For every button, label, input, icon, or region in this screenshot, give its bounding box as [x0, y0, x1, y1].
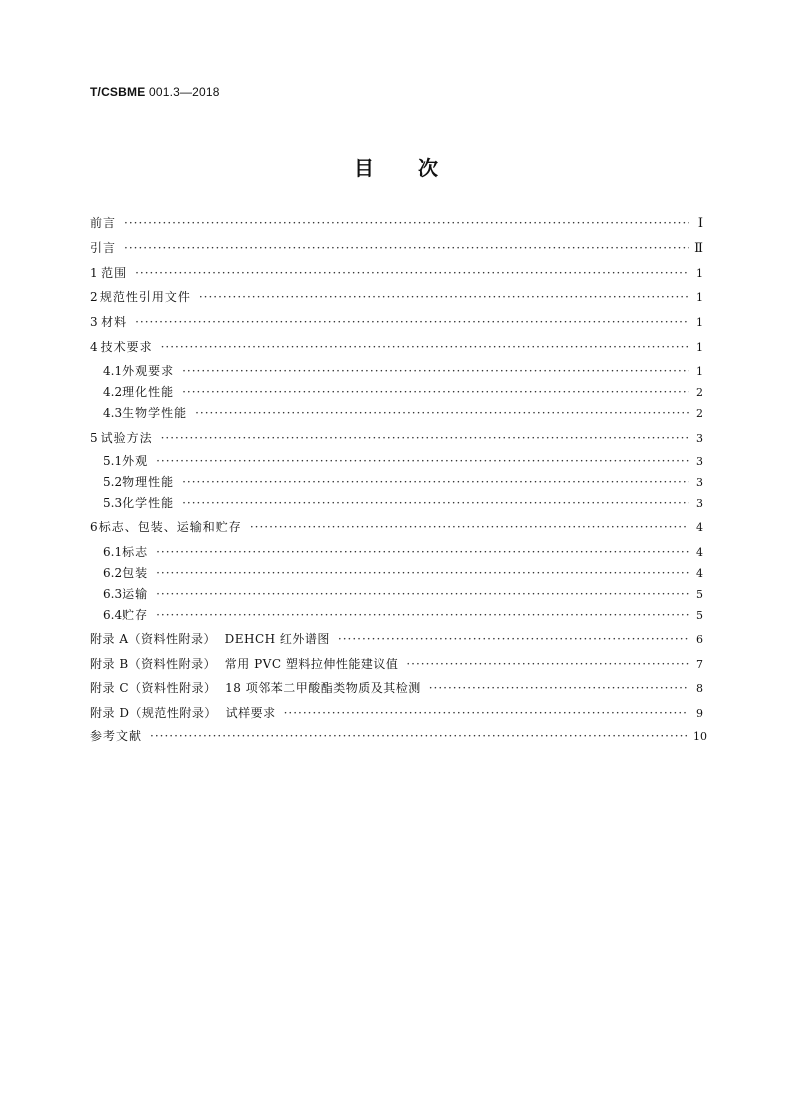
toc-entry-number: 6.2 — [103, 566, 123, 580]
toc-entry-label: 包装 — [122, 566, 149, 580]
dot-leader — [156, 609, 689, 621]
toc-entry-number: 4.1 — [103, 364, 123, 378]
toc-entry-number: 6 — [90, 520, 98, 534]
toc-entry[interactable] — [90, 729, 707, 743]
toc-entry-label: 引言 — [90, 241, 117, 255]
toc-entry[interactable] — [90, 291, 703, 303]
toc-entry-number: 5.3 — [103, 496, 123, 510]
dot-leader — [338, 633, 689, 645]
toc-entry-page: 7 — [696, 658, 703, 671]
toc-entry-page: 4 — [696, 521, 703, 534]
dot-leader — [156, 455, 689, 467]
dot-leader — [182, 497, 689, 509]
toc-entry-label: 附录 B（资料性附录） 常用 PVC 塑料拉伸性能建议值 — [90, 657, 399, 671]
toc-entry[interactable] — [90, 476, 703, 488]
toc-entry-page: 3 — [696, 432, 703, 445]
dot-leader — [161, 432, 689, 444]
toc-entry-label: 外观 — [122, 454, 149, 468]
toc-entry-number: 4.2 — [103, 385, 123, 399]
toc-entry[interactable] — [90, 316, 703, 328]
document-header — [90, 85, 220, 99]
toc-entry[interactable] — [90, 546, 703, 558]
toc-entry-number: 5.2 — [103, 475, 123, 489]
toc-entry[interactable] — [90, 521, 703, 533]
dot-leader — [161, 341, 689, 353]
toc-entry-page: 2 — [696, 386, 703, 399]
dot-leader — [156, 567, 689, 579]
toc-entry-number: 5 — [90, 431, 98, 445]
dot-leader — [182, 476, 689, 488]
toc-entry[interactable] — [90, 217, 703, 229]
toc-entry-label: 生物学性能 — [122, 406, 188, 420]
toc-entry-page: 6 — [696, 633, 703, 646]
dot-leader — [150, 730, 689, 742]
toc-entry[interactable] — [90, 682, 703, 694]
dot-leader — [182, 386, 689, 398]
toc-entry-page: 10 — [693, 730, 707, 743]
toc-entry[interactable] — [90, 432, 703, 444]
toc-entry-page: 5 — [696, 609, 703, 622]
toc-entry-number: 2 — [90, 290, 98, 304]
toc-entry-page: 1 — [696, 365, 703, 378]
toc-entry-page: 1 — [696, 316, 703, 329]
toc-entry-label: 理化性能 — [122, 385, 175, 399]
toc-entry[interactable] — [90, 609, 703, 621]
dot-leader — [429, 682, 689, 694]
dot-leader — [250, 521, 689, 533]
dot-leader — [124, 242, 689, 254]
toc-entry-label: 试验方法 — [100, 431, 153, 445]
dot-leader — [406, 658, 689, 670]
dot-leader — [124, 217, 689, 229]
toc-entry-label: 贮存 — [122, 608, 149, 622]
toc-entry-label: 技术要求 — [100, 340, 153, 354]
toc-entry-number: 6.4 — [103, 608, 123, 622]
toc-entry-number: 4.3 — [103, 406, 123, 420]
toc-entry[interactable] — [90, 497, 703, 509]
toc-entry-number: 1 — [90, 266, 98, 280]
toc-entry-label: 附录 D（规范性附录） 试样要求 — [90, 706, 276, 720]
dot-leader — [156, 546, 689, 558]
toc-entry-number: 6.1 — [103, 545, 123, 559]
toc-entry-number: 5.1 — [103, 454, 123, 468]
toc-entry-label: 材料 — [101, 315, 128, 329]
toc-entry[interactable] — [90, 386, 703, 398]
toc-entry[interactable] — [90, 267, 703, 279]
toc-entry[interactable] — [90, 365, 703, 377]
standard-number: 001.3—2018 — [148, 85, 220, 99]
toc-entry-label: 范围 — [101, 266, 128, 280]
toc-entry-number: 6.3 — [103, 587, 123, 601]
toc-entry-page: 2 — [696, 407, 703, 420]
toc-entry-page: 4 — [696, 567, 703, 580]
toc-entry-page: 3 — [696, 497, 703, 510]
toc-entry-label: 物理性能 — [122, 475, 175, 489]
title-char-2: 次 — [418, 156, 438, 180]
toc-entry-label: 附录 C（资料性附录） 18 项邻苯二甲酸酯类物质及其检测 — [90, 681, 421, 695]
toc-entry-label: 化学性能 — [122, 496, 175, 510]
toc-entry-label: 前言 — [90, 216, 117, 230]
toc-entry-label: 运输 — [122, 587, 149, 601]
toc-entry-page: Ⅱ — [694, 241, 703, 256]
toc-entry-label: 标志 — [122, 545, 149, 559]
toc-entry[interactable] — [90, 407, 703, 419]
toc-entry-page: 5 — [696, 588, 703, 601]
toc-entry[interactable] — [90, 588, 703, 600]
toc-entry-page: 1 — [696, 291, 703, 304]
toc-entry[interactable] — [90, 455, 703, 467]
toc-entry[interactable] — [90, 658, 703, 670]
toc-entry-page: 1 — [696, 341, 703, 354]
dot-leader — [135, 267, 689, 279]
toc-entry-label: 附录 A（资料性附录） DEHCH 红外谱图 — [90, 632, 330, 646]
page-title — [0, 152, 792, 181]
toc-entry-page: 4 — [696, 546, 703, 559]
dot-leader — [156, 588, 689, 600]
dot-leader — [195, 407, 689, 419]
toc-entry-number: 3 — [90, 315, 98, 329]
toc-entry-number: 4 — [90, 340, 98, 354]
toc-entry[interactable] — [90, 242, 703, 254]
toc-entry-label: 外观要求 — [122, 364, 175, 378]
toc-entry-label: 参考文献 — [90, 729, 143, 743]
toc-entry-page: 3 — [696, 476, 703, 489]
dot-leader — [135, 316, 689, 328]
dot-leader — [182, 365, 689, 377]
toc-entry-page: 3 — [696, 455, 703, 468]
toc-entry[interactable] — [90, 707, 703, 719]
toc-entry-page: 8 — [696, 682, 703, 695]
toc-entry-label: 标志、包装、运输和贮存 — [98, 520, 242, 534]
toc-entry[interactable] — [90, 341, 703, 353]
toc-entry[interactable] — [90, 633, 703, 645]
dot-leader — [284, 707, 689, 719]
toc-entry-label: 规范性引用文件 — [99, 290, 191, 304]
toc-entry-page: Ⅰ — [697, 216, 703, 231]
title-char-1: 目 — [354, 156, 374, 180]
dot-leader — [199, 291, 689, 303]
toc-entry-page: 1 — [696, 267, 703, 280]
toc-entry[interactable] — [90, 567, 703, 579]
toc-entry-page: 9 — [696, 707, 703, 720]
standard-code: T/CSBME — [90, 85, 146, 99]
